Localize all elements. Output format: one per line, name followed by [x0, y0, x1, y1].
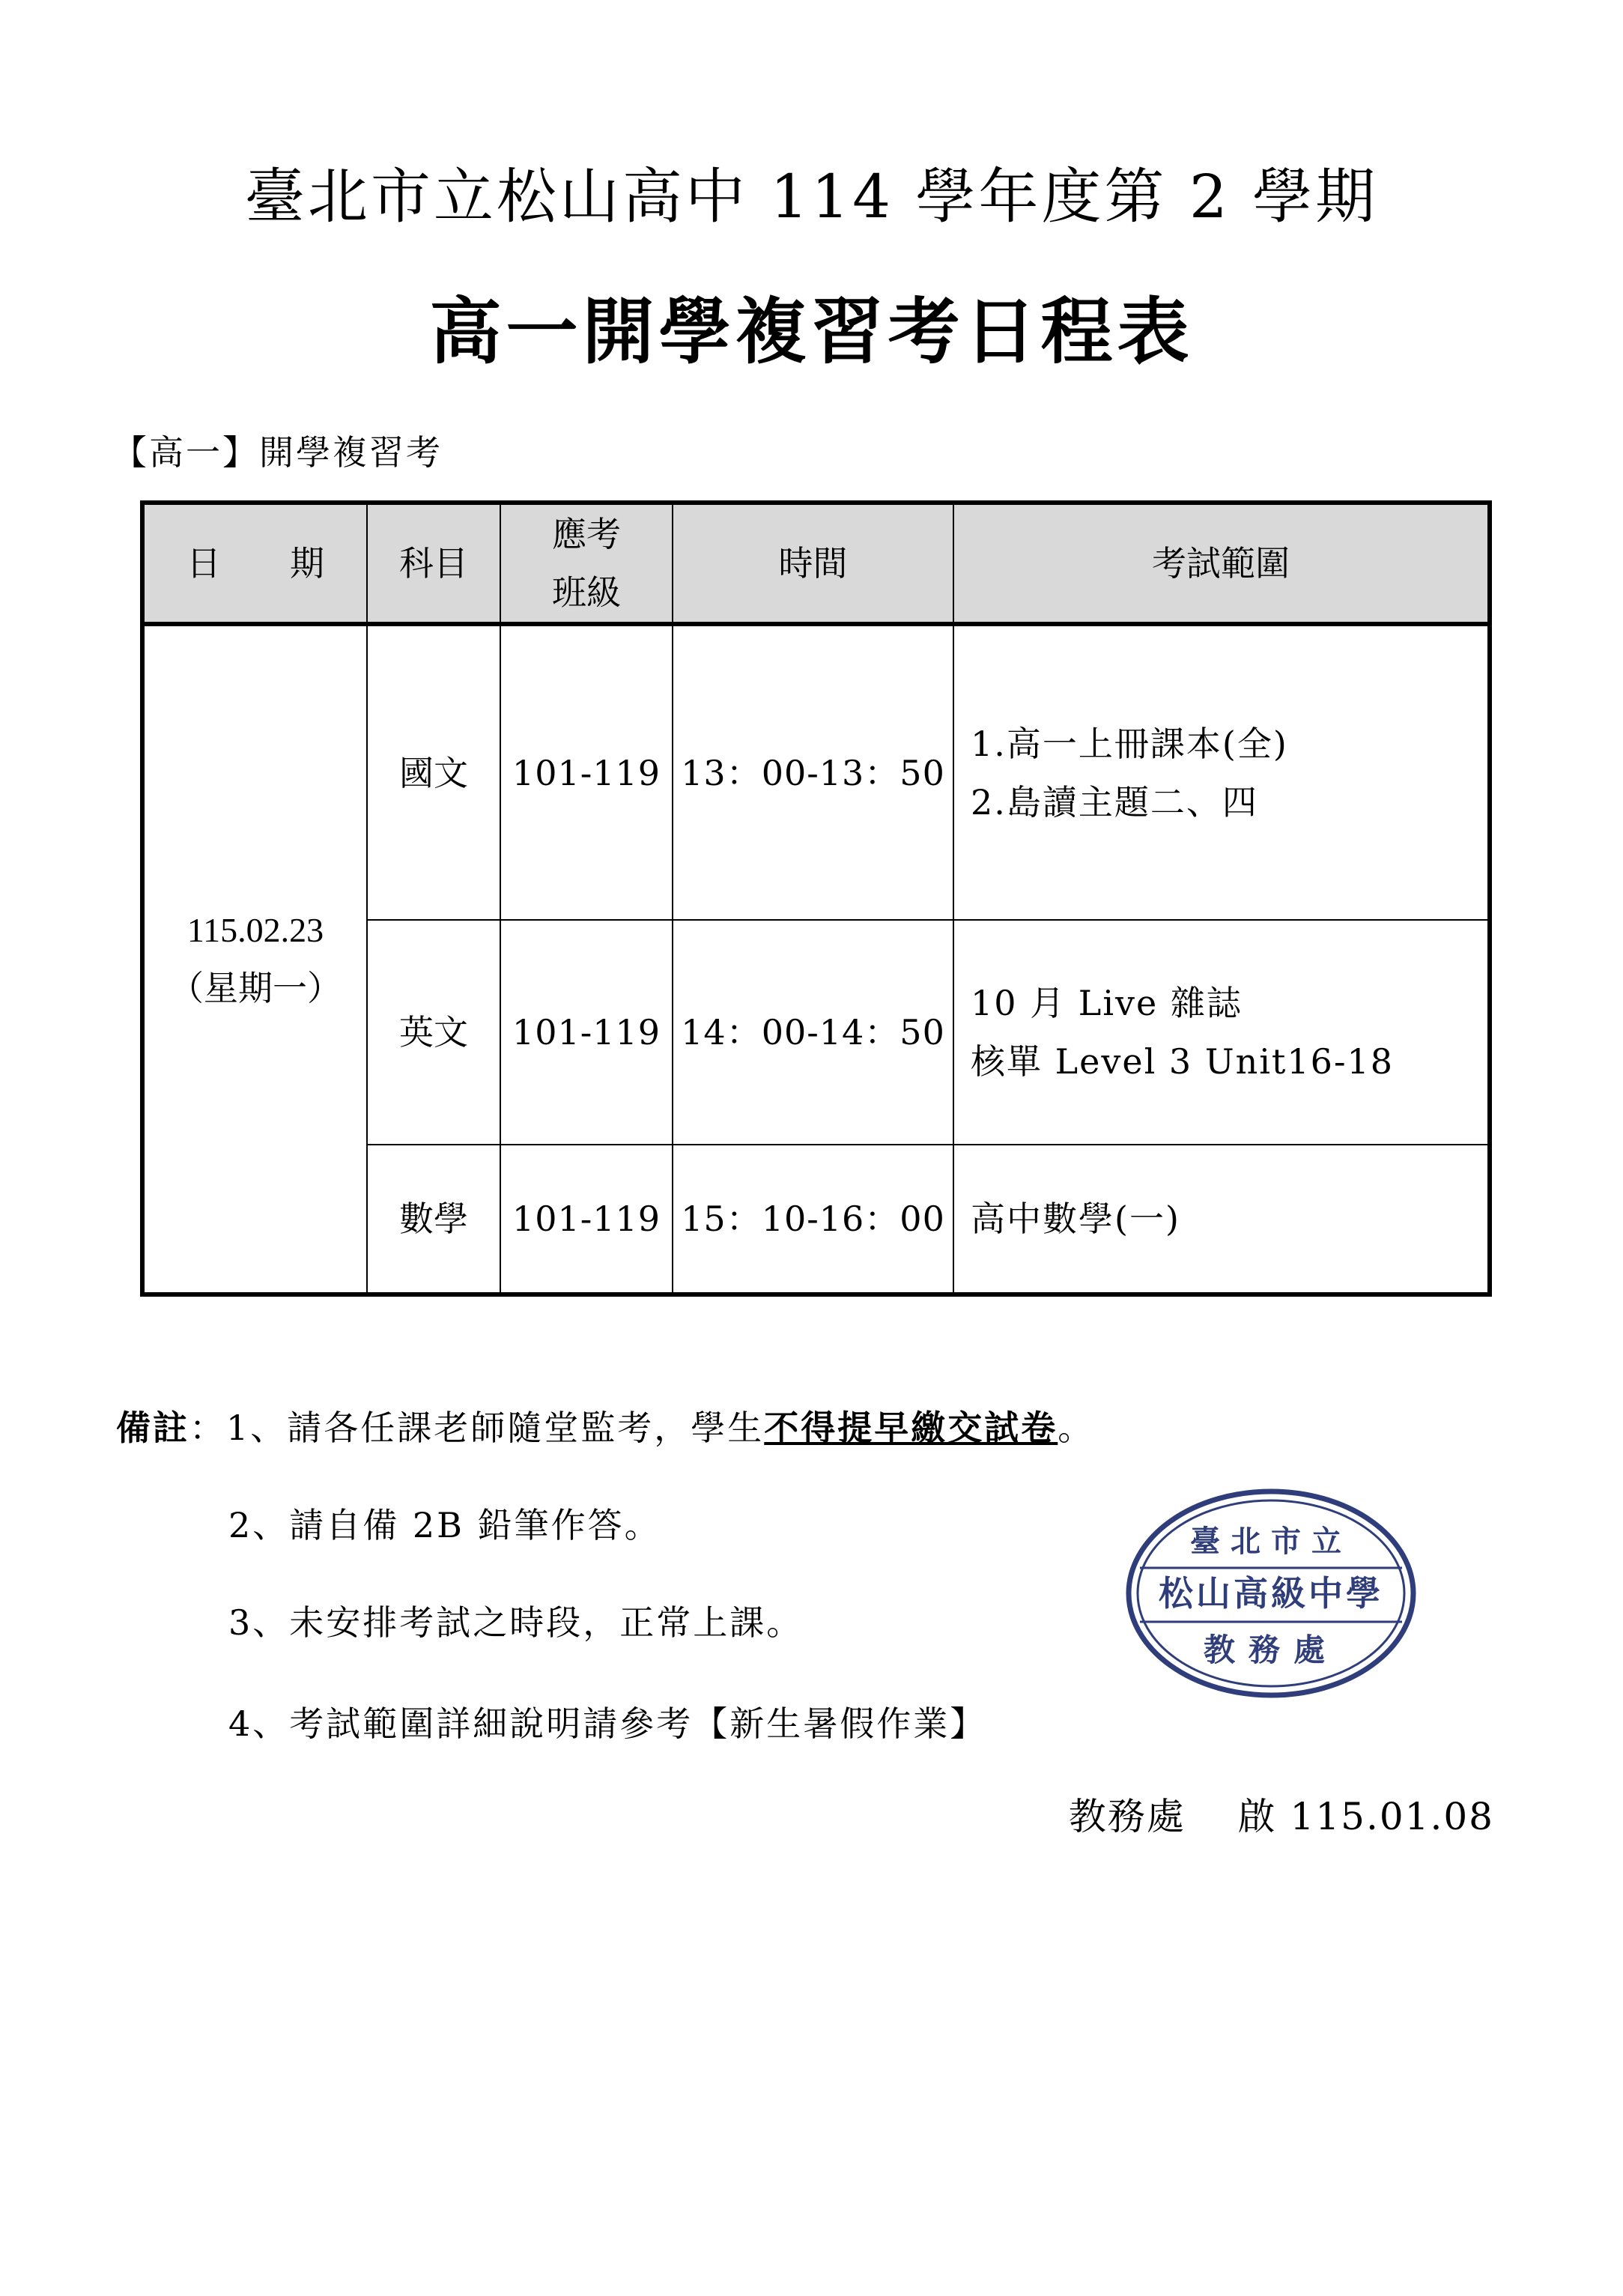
note-2: 2、請自備 2B 鉛筆作答。 [228, 1505, 661, 1545]
note-4: 4、考試範圍詳細說明請參考【新生暑假作業】 [228, 1703, 987, 1744]
header-class-line2: 班級 [552, 572, 621, 614]
range-cell [953, 920, 1490, 1145]
subject-cell: 數學 [367, 1145, 500, 1294]
time-cell: 14：00-14：50 [673, 920, 953, 1145]
header-class [500, 503, 673, 624]
range-line: 1.高一上冊課本(全) [971, 723, 1288, 764]
header-range: 考試範圍 [953, 503, 1490, 624]
header-time: 時間 [673, 503, 953, 624]
classes-cell: 101-119 [500, 1145, 673, 1294]
office-seal-stamp [1123, 1487, 1419, 1700]
note-1-emphasis: 不得提早繳交試卷 [764, 1408, 1058, 1448]
exam-date-cell [142, 624, 367, 1294]
classes-cell: 101-119 [500, 920, 673, 1145]
range-line: 2.島讀主題二、四 [971, 781, 1258, 823]
table-header-row [142, 503, 1490, 624]
header-class-line1: 應考 [552, 514, 621, 554]
range-line: 10 月 Live 雜誌 [971, 983, 1243, 1024]
stamp-line-3: 教務處 [1203, 1632, 1339, 1668]
note-1 [116, 1401, 1094, 1450]
time-cell: 15：10-16：00 [673, 1145, 953, 1294]
range-cell [953, 1145, 1490, 1294]
note-1-text: ：1、請各任課老師隨堂監考，學生 [189, 1408, 765, 1448]
document-title-school: 臺北市立松山高中 114 學年度第 2 學期 [244, 162, 1379, 231]
stamp-line-2: 松山高級中學 [1159, 1573, 1383, 1614]
notes-label: 備註 [116, 1408, 189, 1448]
document-title-schedule: 高一開學複習考日程表 [429, 289, 1194, 374]
note-3: 3、未安排考試之時段，正常上課。 [228, 1602, 804, 1643]
signoff: 教務處 啟 115.01.08 [1068, 1795, 1494, 1838]
header-date: 日 期 [142, 503, 367, 624]
exam-weekday: （星期一） [169, 969, 342, 1008]
subject-cell: 英文 [367, 920, 500, 1145]
stamp-line-1: 臺北市立 [1190, 1524, 1352, 1559]
note-1-suffix: 。 [1058, 1408, 1095, 1448]
exam-date: 115.02.23 [186, 910, 324, 949]
range-line: 高中數學(一) [971, 1199, 1180, 1240]
table-row [142, 624, 1490, 920]
header-subject: 科目 [367, 503, 500, 624]
subject-cell: 國文 [367, 624, 500, 920]
section-label: 【高一】開學複習考 [112, 432, 443, 473]
exam-schedule-table [140, 500, 1492, 1297]
range-cell [953, 624, 1490, 920]
range-line: 核單 Level 3 Unit16-18 [971, 1041, 1395, 1082]
time-cell: 13：00-13：50 [673, 624, 953, 920]
classes-cell: 101-119 [500, 624, 673, 920]
